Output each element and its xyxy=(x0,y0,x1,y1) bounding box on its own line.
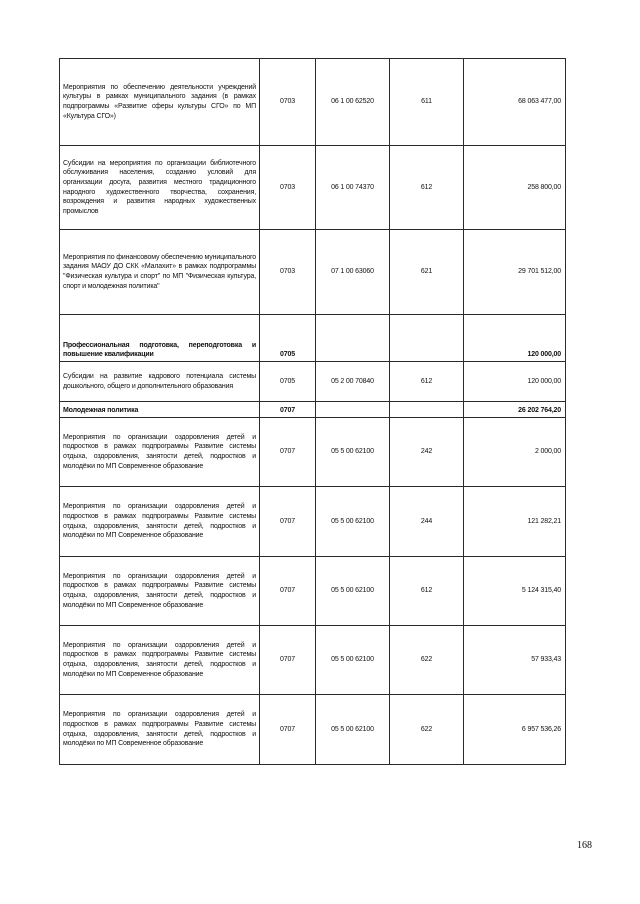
row-name-cell: Субсидии на развитие кадрового потенциала системы дошкольного, общего и дополнительного образования xyxy=(60,362,260,402)
row-sum-cell: 5 124 315,40 xyxy=(464,557,566,626)
row-sum-cell: 258 800,00 xyxy=(464,146,566,230)
row-section-cell: 0707 xyxy=(260,402,316,418)
table-row xyxy=(60,146,566,230)
row-expense-type-cell: 611 xyxy=(390,59,464,146)
row-article-cell: 05 5 00 62100 xyxy=(316,557,390,626)
row-article-cell: 07 1 00 63060 xyxy=(316,230,390,315)
row-sum-cell: 121 282,21 xyxy=(464,487,566,557)
table-row xyxy=(60,557,566,626)
row-name-cell: Мероприятия по финансовому обеспечению муниципального задания МАОУ ДО СКК «Малахит» в рамках подпрограммы "Физическая культура и спорт" по МП "Физическая культура, спорт и молодежная политика" xyxy=(60,230,260,315)
row-sum-cell: 68 063 477,00 xyxy=(464,59,566,146)
row-sum-cell: 2 000,00 xyxy=(464,418,566,487)
row-section-cell: 0707 xyxy=(260,626,316,695)
row-article-cell: 05 5 00 62100 xyxy=(316,418,390,487)
table-row xyxy=(60,695,566,765)
row-section-cell: 0707 xyxy=(260,487,316,557)
row-article-cell: 05 5 00 62100 xyxy=(316,626,390,695)
row-name-cell: Мероприятия по организации оздоровления детей и подростков в рамках подпрограммы Развитие системы отдыха, оздоровления, занятости детей, подростков и молодёжи по МП Современное образование xyxy=(60,626,260,695)
row-section-cell: 0703 xyxy=(260,146,316,230)
row-section-cell: 0705 xyxy=(260,362,316,402)
row-section-cell: 0707 xyxy=(260,557,316,626)
row-name-cell: Мероприятия по организации оздоровления детей и подростков в рамках подпрограммы Развитие системы отдыха, оздоровления, занятости детей, подростков и молодёжи по МП Современное образование xyxy=(60,418,260,487)
table-row xyxy=(60,59,566,146)
row-article-cell: 06 1 00 74370 xyxy=(316,146,390,230)
row-expense-type-cell: 621 xyxy=(390,230,464,315)
row-article-cell: 05 5 00 62100 xyxy=(316,487,390,557)
row-sum-cell: 26 202 764,20 xyxy=(464,402,566,418)
row-expense-type-cell: 612 xyxy=(390,557,464,626)
row-article-cell xyxy=(316,315,390,362)
table-row xyxy=(60,418,566,487)
row-section-cell: 0705 xyxy=(260,315,316,362)
row-name-cell: Профессиональная подготовка, переподготовка и повышение квалификации xyxy=(60,315,260,362)
row-article-cell: 06 1 00 62520 xyxy=(316,59,390,146)
page-number: 168 xyxy=(577,840,592,851)
row-expense-type-cell: 244 xyxy=(390,487,464,557)
table-row xyxy=(60,362,566,402)
row-sum-cell: 29 701 512,00 xyxy=(464,230,566,315)
row-expense-type-cell: 622 xyxy=(390,695,464,765)
row-section-cell: 0707 xyxy=(260,695,316,765)
row-section-cell: 0703 xyxy=(260,230,316,315)
row-expense-type-cell xyxy=(390,402,464,418)
row-name-cell: Субсидии на мероприятия по организации библиотечного обслуживания населения, созданию условий для организации досуга, развития местного традиционного народного художественного творчества, сохранения, возрождения и развития народных художественных промыслов xyxy=(60,146,260,230)
row-article-cell xyxy=(316,402,390,418)
row-section-cell: 0707 xyxy=(260,418,316,487)
row-expense-type-cell: 242 xyxy=(390,418,464,487)
row-sum-cell: 6 957 536,26 xyxy=(464,695,566,765)
row-expense-type-cell xyxy=(390,315,464,362)
row-expense-type-cell: 612 xyxy=(390,362,464,402)
row-name-cell: Мероприятия по организации оздоровления детей и подростков в рамках подпрограммы Развитие системы отдыха, оздоровления, занятости детей, подростков и молодёжи по МП Современное образование xyxy=(60,557,260,626)
table-row xyxy=(60,402,566,418)
row-article-cell: 05 2 00 70840 xyxy=(316,362,390,402)
row-name-cell: Мероприятия по организации оздоровления детей и подростков в рамках подпрограммы Развитие системы отдыха, оздоровления, занятости детей, подростков и молодёжи по МП Современное образование xyxy=(60,487,260,557)
row-section-cell: 0703 xyxy=(260,59,316,146)
row-name-cell: Мероприятия по организации оздоровления детей и подростков в рамках подпрограммы Развитие системы отдыха, оздоровления, занятости детей, подростков и молодёжи по МП Современное образование xyxy=(60,695,260,765)
row-name-cell: Молодежная политика xyxy=(60,402,260,418)
row-expense-type-cell: 612 xyxy=(390,146,464,230)
row-sum-cell: 120 000,00 xyxy=(464,362,566,402)
row-sum-cell: 120 000,00 xyxy=(464,315,566,362)
row-name-cell: Мероприятия по обеспечению деятельности учреждений культуры в рамках муниципального задания (в рамках подпрограммы «Развитие сферы культуры СГО» по МП «Культура СГО») xyxy=(60,59,260,146)
table-row xyxy=(60,315,566,362)
table-row xyxy=(60,230,566,315)
row-sum-cell: 57 933,43 xyxy=(464,626,566,695)
table-row xyxy=(60,487,566,557)
row-article-cell: 05 5 00 62100 xyxy=(316,695,390,765)
row-expense-type-cell: 622 xyxy=(390,626,464,695)
budget-expenditure-table xyxy=(59,58,566,765)
table-row xyxy=(60,626,566,695)
